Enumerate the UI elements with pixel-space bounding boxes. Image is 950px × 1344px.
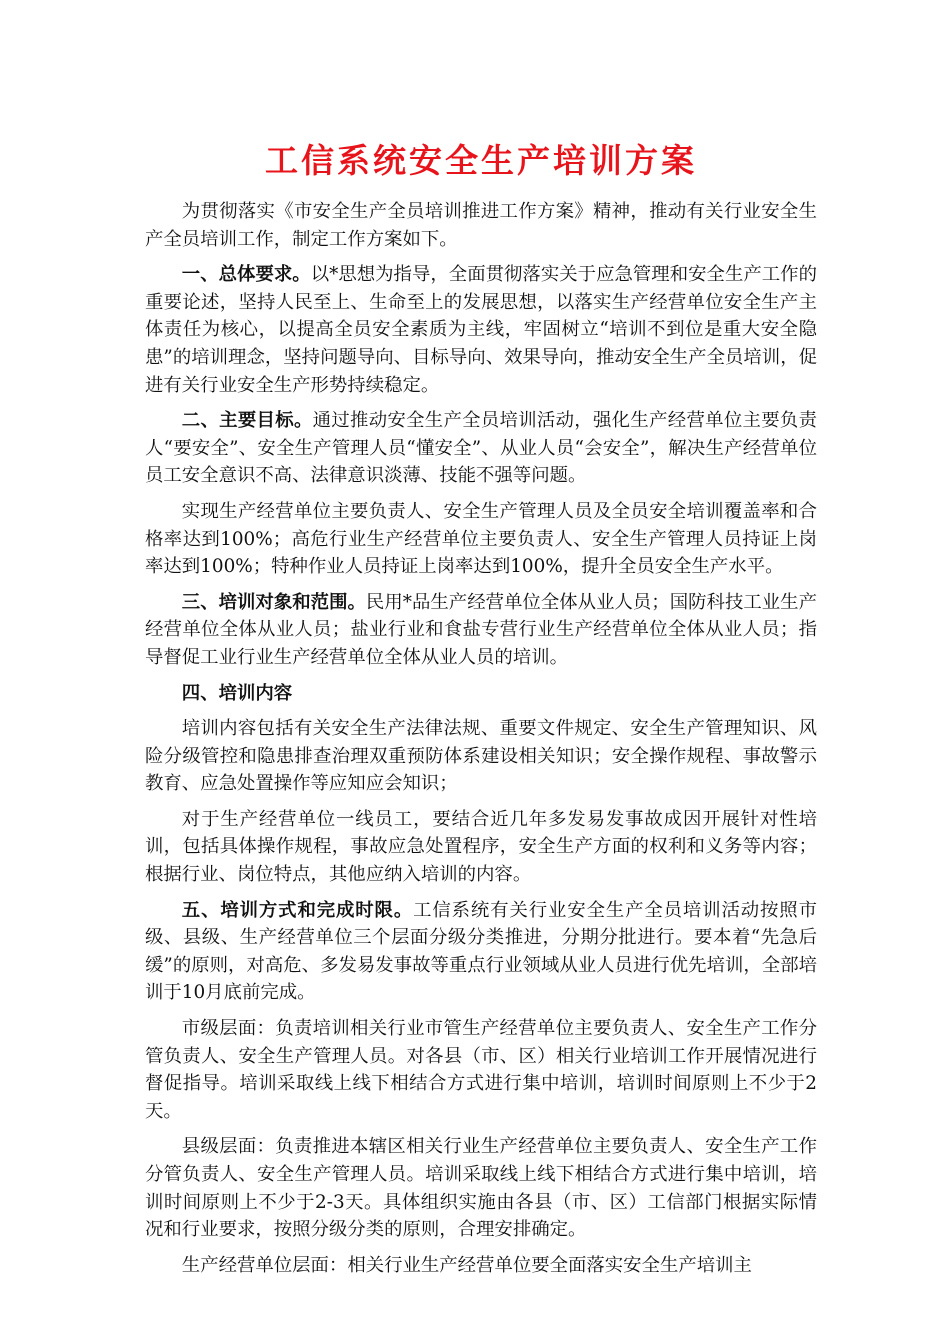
paragraph-text: 民用*品生产经营单位全体从业人员；国防科技工业生产经营单位全体从业人员；盐业行业和食盐专营行业生产经营单位全体从业人员；指导督促工业行业生产经营单位全体从业人员的培训。 <box>145 591 817 668</box>
paragraph-city-level <box>145 1015 817 1125</box>
section-heading: 五、培训方式和完成时限。 <box>181 899 414 921</box>
document-title: 工信系统安全生产培训方案 <box>265 141 697 180</box>
paragraph-text: 通过推动安全生产全员培训活动，强化生产经营单位主要负责人“要安全”、安全生产管理人员“懂安全”、从业人员“会安全”，解决生产经营单位员工安全意识不高、法律意识淡薄、技能不强等问题。 <box>145 410 817 487</box>
paragraph-intro <box>145 198 817 253</box>
paragraph-enterprise-level <box>145 1252 817 1280</box>
paragraph-general-requirements <box>145 261 817 399</box>
section-heading: 二、主要目标。 <box>181 410 313 432</box>
section-heading: 四、培训内容 <box>181 682 293 704</box>
paragraph-text: 为贯彻落实《市安全生产全员培训推进工作方案》精神，推动有关行业安全生产全员培训工作，制定工作方案如下。 <box>145 201 817 250</box>
paragraph-text: 培训内容包括有关安全生产法律法规、重要文件规定、安全生产管理知识、风险分级管控和隐患排查治理双重预防体系建设相关知识；安全操作规程、事故警示教育、应急处置操作等应知应会知识； <box>145 718 817 795</box>
paragraph-goal-rates <box>145 498 817 581</box>
paragraph-training-scope <box>145 589 817 672</box>
paragraph-training-method <box>145 897 817 1007</box>
paragraph-text: 县级层面：负责推进本辖区相关行业生产经营单位主要负责人、安全生产工作分管负责人、安全生产管理人员。培训采取线上线下相结合方式进行集中培训，培训时间原则上不少于2-3天。具体组织实施由各县（市、区）工信部门根据实际情况和行业要求，按照分级分类的原则，合理安排确定。 <box>145 1136 817 1241</box>
paragraph-county-level <box>145 1133 817 1243</box>
paragraph-main-goals <box>145 407 817 490</box>
paragraph-text: 以*思想为指导，全面贯彻落实关于应急管理和安全生产工作的重要论述，坚持人民至上、生命至上的发展思想，以落实生产经营单位安全生产主体责任为核心，以提高全员安全素质为主线，牢固树立“培训不到位是重大安全隐患”的培训理念，坚持问题导向、目标导向、效果导向，推动安全生产全员培训，促进有关行业安全生产形势持续稳定。 <box>145 264 817 396</box>
paragraph-training-content <box>145 715 817 798</box>
paragraph-text: 工信系统有关行业安全生产全员培训活动按照市级、县级、生产经营单位三个层面分级分类推进，分期分批进行。要本着“先急后缓”的原则，对高危、多发易发事故等重点行业领域从业人员进行优先培训，全部培训于10月底前完成。 <box>145 899 817 1004</box>
paragraph-text: 市级层面：负责培训相关行业市管生产经营单位主要负责人、安全生产工作分管负责人、安全生产管理人员。对各县（市、区）相关行业培训工作开展情况进行督促指导。培训采取线上线下相结合方式进行集中培训，培训时间原则上不少于2天。 <box>145 1018 817 1122</box>
paragraph-text: 对于生产经营单位一线员工，要结合近几年多发易发事故成因开展针对性培训，包括具体操作规程，事故应急处置程序，安全生产方面的权利和义务等内容；根据行业、岗位特点，其他应纳入培训的内容。 <box>145 808 817 886</box>
paragraph-text: 实现生产经营单位主要负责人、安全生产管理人员及全员安全培训覆盖率和合格率达到100%；高危行业生产经营单位主要负责人、安全生产管理人员持证上岗率达到100%；特种作业人员持证上岗率达到100%，提升全员安全生产水平。 <box>145 500 817 578</box>
document-page <box>145 138 817 1287</box>
paragraph-training-content-heading <box>145 680 817 708</box>
paragraph-frontline-staff <box>145 806 817 889</box>
paragraph-text: 生产经营单位层面：相关行业生产经营单位要全面落实安全生产培训主 <box>181 1254 752 1276</box>
section-heading: 三、培训对象和范围。 <box>181 591 366 613</box>
section-heading: 一、总体要求。 <box>181 264 311 286</box>
